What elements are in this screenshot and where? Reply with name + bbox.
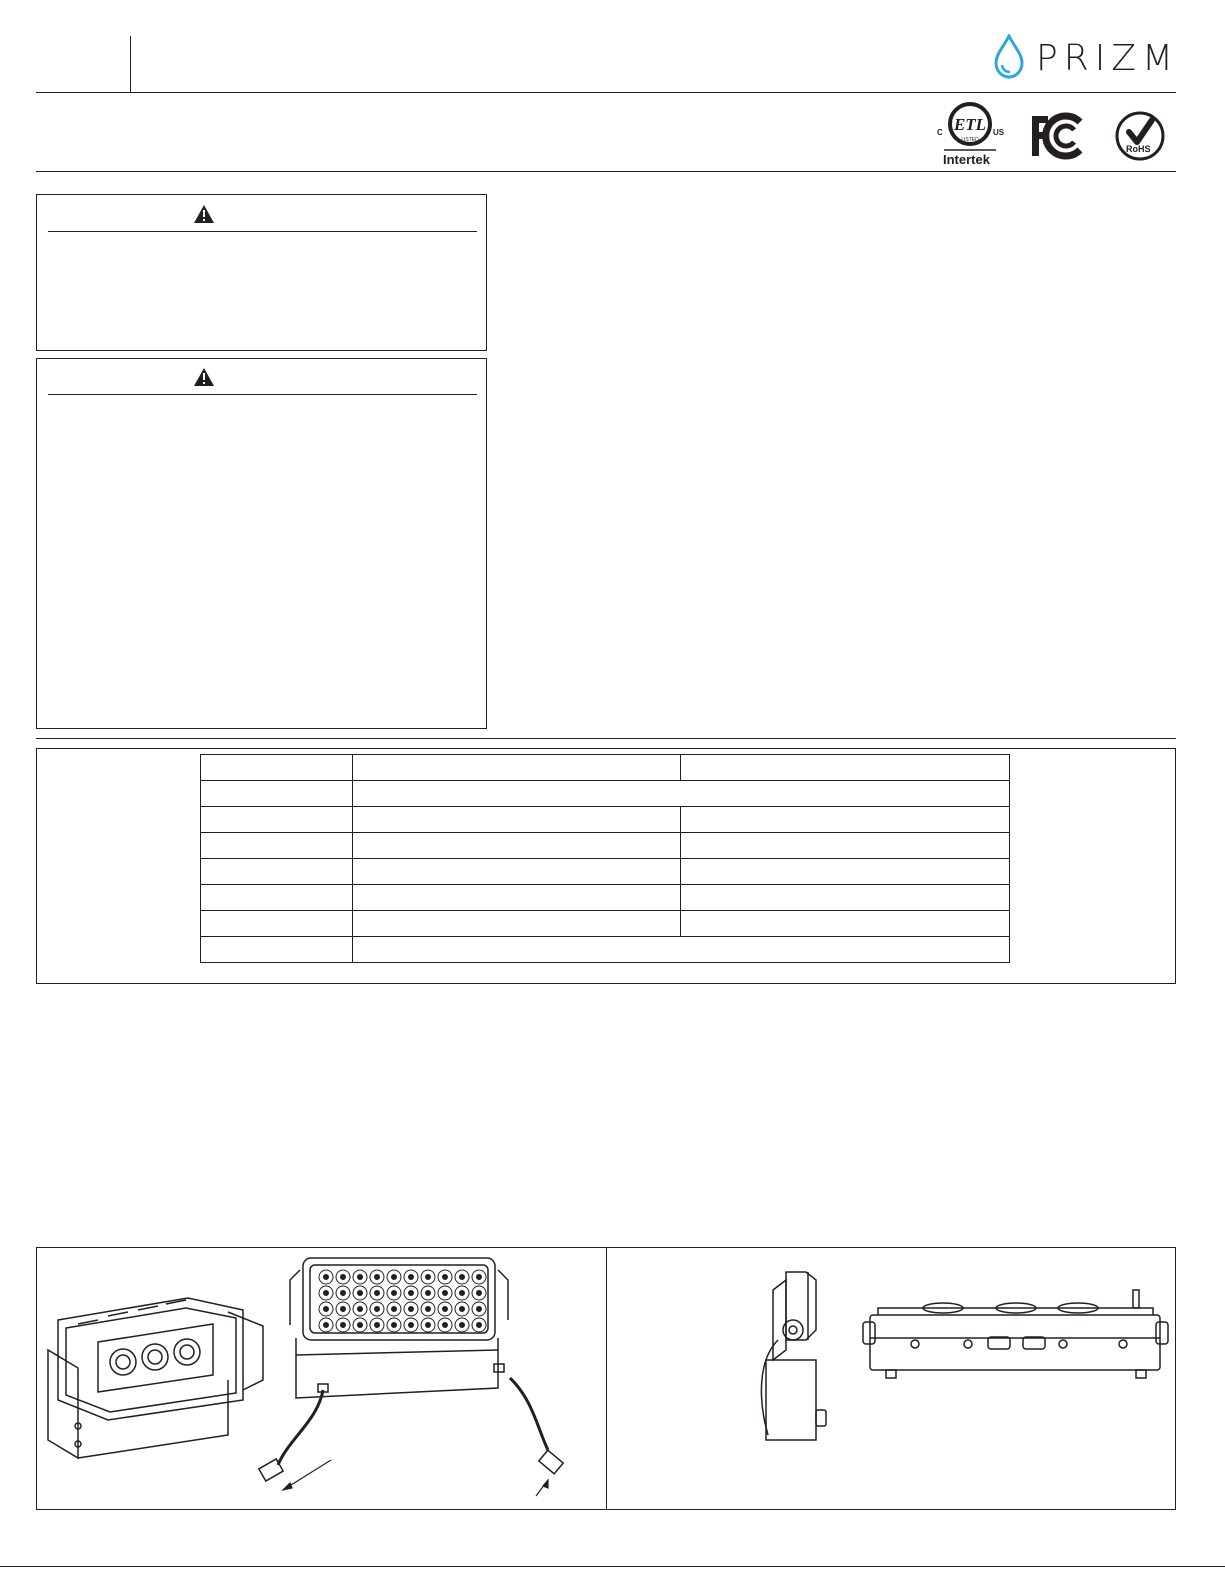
- led-emitter: [358, 1323, 363, 1328]
- table-row: [201, 807, 1010, 833]
- table-cell: [201, 859, 353, 885]
- led-emitter: [409, 1307, 414, 1312]
- table-cell: [201, 807, 353, 833]
- table-cell: [352, 781, 1009, 807]
- table-cell: [201, 937, 353, 963]
- led-emitter: [426, 1291, 431, 1296]
- led-emitter: [426, 1323, 431, 1328]
- svg-text:LISTED: LISTED: [961, 137, 979, 143]
- footer-rule: [0, 1566, 1225, 1567]
- certification-rule: [36, 171, 1176, 172]
- led-emitter: [324, 1307, 329, 1312]
- led-emitter: [443, 1323, 448, 1328]
- intertek-label: Intertek: [943, 152, 990, 167]
- led-emitter: [358, 1291, 363, 1296]
- brand-logo: [992, 34, 1182, 84]
- table-cell: [352, 833, 681, 859]
- svg-text:ETL: ETL: [953, 115, 987, 134]
- table-cell: [681, 755, 1010, 781]
- warning-triangle-icon: [193, 367, 215, 387]
- spec-table: [200, 754, 1010, 963]
- led-emitter: [375, 1275, 380, 1280]
- led-emitter: [409, 1275, 414, 1280]
- table-cell: [201, 781, 353, 807]
- table-cell: [352, 859, 681, 885]
- led-emitter: [375, 1291, 380, 1296]
- led-emitter: [324, 1275, 329, 1280]
- table-cell: [681, 859, 1010, 885]
- led-emitter: [341, 1323, 346, 1328]
- fcc-mark: [1030, 112, 1086, 160]
- led-emitter: [392, 1275, 397, 1280]
- table-cell: [352, 937, 1009, 963]
- led-emitter: [477, 1323, 482, 1328]
- led-emitter: [392, 1323, 397, 1328]
- led-emitter: [392, 1307, 397, 1312]
- section-rule: [36, 738, 1176, 739]
- table-row: [201, 885, 1010, 911]
- led-emitter: [392, 1291, 397, 1296]
- led-emitter: [460, 1275, 465, 1280]
- table-row: [201, 755, 1010, 781]
- header-rule: [36, 92, 1176, 93]
- led-emitter: [443, 1275, 448, 1280]
- led-emitter: [443, 1291, 448, 1296]
- led-emitter: [477, 1275, 482, 1280]
- table-cell: [352, 807, 681, 833]
- led-emitter: [341, 1307, 346, 1312]
- brand-name: PRIZM: [1036, 38, 1180, 79]
- table-row: [201, 911, 1010, 937]
- table-row: [201, 937, 1010, 963]
- warning-box-2: [36, 358, 487, 729]
- led-emitter: [460, 1307, 465, 1312]
- led-emitter: [460, 1291, 465, 1296]
- led-emitter: [341, 1291, 346, 1296]
- warning-box-1: [36, 194, 487, 351]
- table-cell: [201, 833, 353, 859]
- led-emitter: [443, 1307, 448, 1312]
- table-cell: [681, 807, 1010, 833]
- product-side-and-bottom-views: [608, 1250, 1174, 1508]
- table-cell: [681, 911, 1010, 937]
- warning-title-rule: [48, 394, 477, 395]
- led-emitter: [375, 1307, 380, 1312]
- rohs-mark: [1114, 110, 1166, 162]
- led-emitter: [426, 1275, 431, 1280]
- etl-listed-mark: [934, 98, 1006, 170]
- table-cell: [352, 911, 681, 937]
- header-divider-vertical: [130, 36, 131, 93]
- water-drop-icon: [992, 34, 1026, 80]
- rohs-label: RoHS: [1126, 144, 1151, 154]
- led-emitter: [375, 1323, 380, 1328]
- led-emitter: [409, 1291, 414, 1296]
- table-cell: [681, 833, 1010, 859]
- led-emitter: [477, 1291, 482, 1296]
- led-emitter: [324, 1291, 329, 1296]
- led-emitter: [426, 1307, 431, 1312]
- etl-c-label: C: [937, 128, 943, 137]
- led-emitter: [341, 1275, 346, 1280]
- led-emitter: [477, 1307, 482, 1312]
- table-cell: [201, 885, 353, 911]
- table-cell: [201, 755, 353, 781]
- etl-us-label: US: [993, 128, 1005, 137]
- table-cell: [352, 885, 681, 911]
- led-emitter: [324, 1323, 329, 1328]
- led-emitter: [460, 1323, 465, 1328]
- warning-title-rule: [48, 231, 477, 232]
- product-isometric-views: [38, 1250, 604, 1508]
- led-emitter: [358, 1275, 363, 1280]
- table-row: [201, 859, 1010, 885]
- led-emitter: [409, 1323, 414, 1328]
- warning-triangle-icon: [193, 204, 215, 224]
- table-row: [201, 833, 1010, 859]
- led-emitter: [358, 1307, 363, 1312]
- table-cell: [201, 911, 353, 937]
- table-cell: [681, 885, 1010, 911]
- table-row: [201, 781, 1010, 807]
- table-cell: [352, 755, 681, 781]
